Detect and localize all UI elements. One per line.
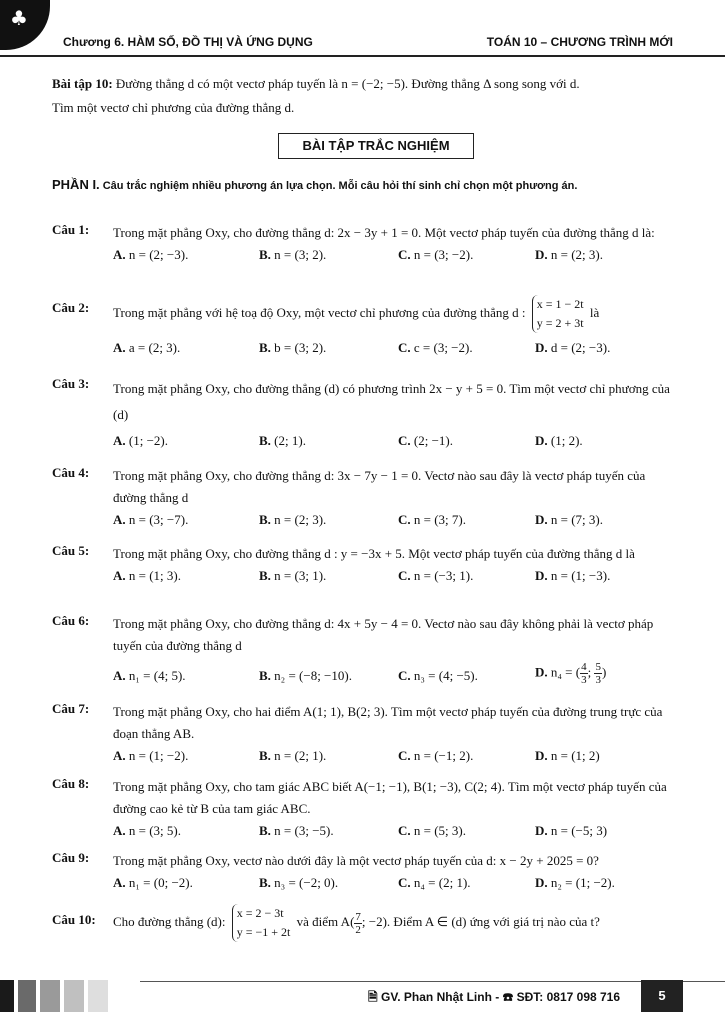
footer-stripe [18,980,36,1012]
option-c[interactable]: C. n = (3; −2). [398,247,474,262]
question-text: Trong mặt phẳng với hệ toạ độ Oxy, một vectơ chỉ phương của đường thẳng d : x = 1 − 2t y = 2 + 3t là [113,295,677,333]
option-d[interactable]: D. n₂ = (1; −2). [535,875,615,890]
footer-stripe [64,980,84,1012]
question-3 [52,376,677,452]
page-number: 5 [641,980,683,1012]
option-c[interactable]: C. n = (3; 7). [398,512,466,527]
option-b[interactable]: B. n₃ = (−2; 0). [259,875,339,890]
option-d[interactable]: D. n = (−5; 3) [535,823,608,838]
option-c[interactable]: C. n₃ = (4; −5). [398,668,478,683]
question-8 [52,776,677,842]
option-a[interactable]: A. n = (3; 5). [113,823,181,838]
question-number: Câu 8: [52,776,90,791]
answer-options [113,745,677,767]
option-b[interactable]: B. n = (2; 3). [259,512,327,527]
footer-stripe [88,980,108,1012]
question-number: Câu 10: [52,912,96,927]
chapter-title: Chương 6. HÀM SỐ, ĐỒ THỊ VÀ ỨNG DỤNG [63,35,313,49]
option-c[interactable]: C. n₄ = (2; 1). [398,875,471,890]
question-number: Câu 9: [52,850,90,865]
question-number: Câu 4: [52,465,90,480]
leaf-icon: ♣ [10,6,28,30]
document-icon: 🗎 [368,990,378,1004]
question-number: Câu 5: [52,543,90,558]
question-9 [52,850,677,894]
option-d[interactable]: D. n = (1; −3). [535,568,611,583]
option-c[interactable]: C. c = (3; −2). [398,340,473,355]
option-b[interactable]: B. n = (2; 1). [259,748,327,763]
footer-divider [140,981,725,982]
option-a[interactable]: A. a = (2; 3). [113,340,181,355]
phone-number: ☎ SĐT: 0817 098 716 [502,990,621,1004]
option-d[interactable]: D. (1; 2). [535,433,583,448]
option-c[interactable]: C. n = (−3; 1). [398,568,474,583]
answer-options [113,244,677,266]
exercise-line-2: Tìm một vectơ chỉ phương của đường thẳng d. [52,100,295,115]
option-a[interactable]: A. n = (3; −7). [113,512,189,527]
option-c[interactable]: C. (2; −1). [398,433,453,448]
option-a[interactable]: A. n₁ = (4; 5). [113,668,186,683]
option-b[interactable]: B. n = (3; 2). [259,247,327,262]
question-text: Trong mặt phẳng Oxy, cho hai điểm A(1; 1), B(2; 3). Tìm một vectơ pháp tuyến của đường trung trực của đoạn thẳng AB. [113,704,663,741]
parametric-system: x = 1 − 2t y = 2 + 3t [532,295,584,333]
question-6 [52,613,677,695]
exercise-line-1: Đường thẳng d có một vectơ pháp tuyến là n = (−2; −5). Đường thẳng Δ song song với d. [115,76,580,91]
question-number: Câu 6: [52,613,90,628]
option-b[interactable]: B. b = (3; 2). [259,340,327,355]
footer-stripe [0,980,14,1012]
option-a[interactable]: A. n = (1; 3). [113,568,181,583]
question-number: Câu 2: [52,300,90,315]
question-text: Trong mặt phẳng Oxy, cho đường thẳng (d) có phương trình 2x − y + 5 = 0. Tìm một vectơ chỉ phương của (d) [113,381,670,422]
answer-options [113,430,677,452]
answer-options [113,661,677,695]
answer-options [113,565,677,587]
option-d[interactable]: D. n = (2; 3). [535,247,603,262]
page-footer [0,980,725,1012]
exercise-10 [52,72,672,120]
footer-author: 🗎 GV. Phan Nhật Linh - ☎ SĐT: 0817 098 716 [368,990,621,1004]
question-5 [52,543,677,587]
option-d[interactable]: D. n₄ = ( $\frac{4}{3}$ ; $\frac{5}{3}$ ) [535,661,607,686]
question-text: Trong mặt phẳng Oxy, cho đường thẳng d : y = −3x + 5. Một vectơ pháp tuyến của đường thẳng d là [113,546,635,561]
header-logo [0,0,50,50]
fraction: $\frac{7}{2}$ [355,910,361,936]
answer-options [113,337,677,359]
header-divider [0,55,725,57]
option-d[interactable]: D. d = (2; −3). [535,340,611,355]
page-header [0,0,725,62]
option-c[interactable]: C. n = (5; 3). [398,823,466,838]
option-a[interactable]: A. (1; −2). [113,433,168,448]
question-1 [52,222,677,266]
question-text: Trong mặt phẳng Oxy, cho đường thẳng d: 4x + 5y − 4 = 0. Vectơ nào sau đây không phải là vectơ pháp tuyến của đường thẳng d [113,616,654,653]
question-text: Trong mặt phẳng Oxy, cho tam giác ABC biết A(−1; −1), B(1; −3), C(2; 4). Tìm một vectơ pháp tuyến của đường cao kẻ từ B của tam giác ABC. [113,779,667,816]
question-10 [52,904,677,942]
question-text: Trong mặt phẳng Oxy, cho đường thẳng d: 3x − 7y − 1 = 0. Vectơ nào sau đây là vectơ pháp tuyến của đường thẳng d [113,468,646,505]
question-text: Trong mặt phẳng Oxy, vectơ nào dưới đây là một vectơ pháp tuyến của d: x − 2y + 2025 = 0? [113,853,599,868]
option-c[interactable]: C. n = (−1; 2). [398,748,474,763]
option-a[interactable]: A. n₁ = (0; −2). [113,875,193,890]
option-a[interactable]: A. n = (2; −3). [113,247,189,262]
footer-stripe [40,980,60,1012]
option-b[interactable]: B. (2; 1). [259,433,306,448]
fraction: $\frac{4}{3}$ [581,661,587,686]
exercise-label: Bài tập 10: [52,76,113,91]
answer-options [113,509,677,531]
option-b[interactable]: B. n = (3; −5). [259,823,334,838]
question-4 [52,465,677,531]
option-d[interactable]: D. n = (1; 2) [535,748,600,763]
answer-options [113,820,677,842]
option-b[interactable]: B. n₂ = (−8; −10). [259,668,352,683]
part-heading [52,174,677,197]
answer-options [113,872,677,894]
part-text: Câu trắc nghiệm nhiều phương án lựa chọn. Mỗi câu hỏi thí sinh chỉ chọn một phương án. [102,180,578,192]
question-number: Câu 7: [52,701,90,716]
option-b[interactable]: B. n = (3; 1). [259,568,327,583]
question-7 [52,701,677,767]
question-2 [52,295,677,359]
course-title: TOÁN 10 – CHƯƠNG TRÌNH MỚI [486,35,673,49]
question-number: Câu 1: [52,222,90,237]
section-title: BÀI TẬP TRẮC NGHIỆM [278,133,474,159]
part-label: PHẦN I. [52,177,100,192]
fraction: $\frac{5}{3}$ [595,661,601,686]
question-text: Cho đường thẳng (d): x = 2 − 3t y = −1 + 2t và điểm A( $\frac{7}{2}$ ; −2). Điểm A ∈ (d) ứng với giá trị nào của t? [113,904,677,942]
question-text: Trong mặt phẳng Oxy, cho đường thẳng d: 2x − 3y + 1 = 0. Một vectơ pháp tuyến của đường thẳng d là: [113,225,655,240]
option-a[interactable]: A. n = (1; −2). [113,748,189,763]
question-number: Câu 3: [52,376,90,391]
option-d[interactable]: D. n = (7; 3). [535,512,603,527]
parametric-system: x = 2 − 3t y = −1 + 2t [232,904,291,942]
